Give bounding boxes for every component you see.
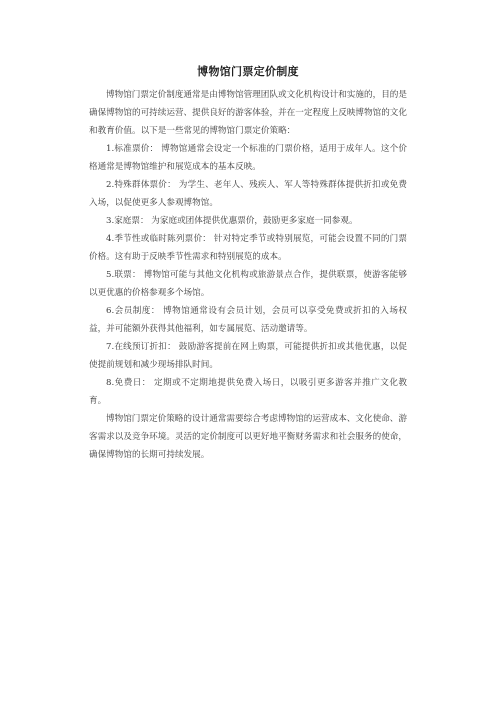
document-title: 博物馆门票定价制度 [197,65,299,78]
paragraph-membership: 6.会员制度： 博物馆通常设有会员计划，会员可以享受免费或折扣的入场权益，并可能额外获得其他福利，如专属展览、活动邀请等。 [89,306,407,334]
paragraph-free-day: 8.免费日： 定期或不定期地提供免费入场日，以吸引更多游客并推广文化教育。 [89,378,407,406]
paragraph-seasonal-price: 4.季节性或临时陈列票价： 针对特定季节或特别展览，可能会设置不同的门票价格。这有助于反映季节性需求和特别展览的成本。 [89,234,407,262]
document-body [89,64,407,464]
paragraph-special-groups: 2.特殊群体票价： 为学生、老年人、残疾人、军人等特殊群体提供折扣或免费入场，以促使更多人参观博物馆。 [89,180,407,208]
paragraph-intro: 博物馆门票定价制度通常是由博物馆管理团队或文化机构设计和实施的，目的是确保博物馆的可持续运营、提供良好的游客体验，并在一定程度上反映博物馆的文化和教育价值。以下是一些常见的博物馆门票定价策略： [89,90,407,136]
paragraph-combo-ticket: 5.联票： 博物馆可能与其他文化机构或旅游景点合作，提供联票，使游客能够以更优惠的价格参观多个场馆。 [89,270,407,298]
paragraph-online-discount: 7.在线预订折扣： 鼓励游客提前在网上购票，可能提供折扣或其他优惠，以促使提前规划和减少现场排队时间。 [89,342,407,370]
paragraph-family-ticket: 3.家庭票： 为家庭或团体提供优惠票价，鼓励更多家庭一同参观。 [106,216,358,226]
paragraph-standard-price: 1.标准票价： 博物馆通常会设定一个标准的门票价格，适用于成年人。这个价格通常是博物馆维护和展览成本的基本反映。 [89,144,407,172]
paragraph-conclusion: 博物馆门票定价策略的设计通常需要综合考虑博物馆的运营成本、文化使命、游客需求以及竞争环境。灵活的定价制度可以更好地平衡财务需求和社会服务的使命，确保博物馆的长期可持续发展。 [89,414,407,460]
